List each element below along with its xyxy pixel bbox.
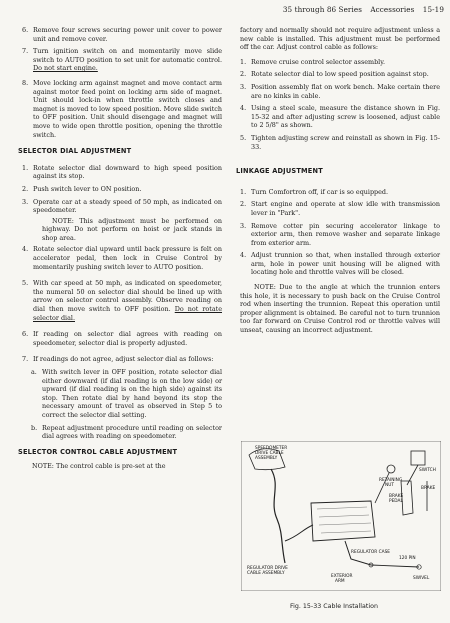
label-regulator-case: REGULATOR CASE [351, 550, 391, 555]
step-7-ignition: 7. Turn ignition switch on and momentarily move slide switch to AUTO position to set unit for automatic control. Do not start engine. [22, 47, 222, 73]
step-6-remove-cover: 6. Remove four screws securing power unit cover to power unit and remove cover. [22, 26, 222, 43]
linkage-step-4: 4. Adjust trunnion so that, when installed through exterior arm, hole in power unit housing will be aligned with locating hole and throttle valves will be closed. [240, 251, 440, 277]
step-8-locking-arm: 8. Move locking arm against magnet and move contact arm against motor feed point on locking arm side of magnet. Unit should lock-in when throttle switch closes and magnet is moved to low speed position. Move slide switch to OFF position. Unit should disengage and magnet will move to wide open throttle position, opening the throttle switch. [22, 78, 222, 139]
right-column [236, 26, 440, 339]
header-page-number: 15-19 [422, 5, 444, 14]
cable-step-4: 4. Using a steel scale, measure the distance shown in Fig. 15-32 and after adjusting screw is loosened, adjust cable to 2 5/8" as shown. [240, 104, 440, 130]
figure-caption: Fig. 15-33 Cable Installation [290, 603, 378, 610]
page-header [258, 5, 444, 14]
cable-step-3: 3. Position assembly flat on work bench. Make certain there are no kinks in cable. [240, 82, 440, 100]
label-nut: NUT [385, 483, 394, 488]
selector-step-1: 1. Rotate selector dial downward to high speed position against its stop. [22, 163, 222, 181]
selector-step-6: 6. If reading on selector dial agrees with reading on speedometer, selector dial is properly adjusted. [22, 330, 222, 347]
cable-step-1: 1. Remove cruise control selector assembly. [240, 57, 386, 66]
left-column [18, 26, 222, 475]
highway-note: NOTE: This adjustment must be performed on highway. Do not perform on hoist or jack stands in shop area. [42, 216, 222, 242]
label-cable-assembly: CABLE ASSEMBLY [247, 571, 285, 576]
cable-installation-figure [241, 441, 441, 591]
cable-note: NOTE: The control cable is pre-set at the [32, 462, 166, 471]
selector-step-2: 2. Push switch lever to ON position. [22, 184, 142, 193]
label-pin: 120 PIN [399, 556, 416, 561]
heading-selector-dial: SELECTOR DIAL ADJUSTMENT [18, 147, 132, 156]
label-arm: ARM [335, 579, 345, 584]
label-swivel: SWIVEL [413, 576, 430, 581]
label-brake-pedal-2: PEDAL [389, 499, 403, 504]
cable-intro: factory and normally should not require adjustment unless a new cable is installed. This adjustment must be performed off the car. Adjust control cable as follows: [240, 26, 440, 52]
linkage-step-2: 2. Start engine and operate at slow idle with transmission lever in "Park". [240, 200, 440, 217]
dial-warning-underlined: Do not rotate selector dial. [33, 305, 222, 322]
header-models: 35 through 86 Series [282, 5, 362, 14]
label-retaining: RETAINING [379, 478, 403, 483]
selector-step-5: 5. With car speed at 50 mph, as indicated on speedometer, the numeral 50 on selector dial should be lined up with arrow on selector control assembly. Observe reading on dial then move switch to OFF position. Do not rotate selector dial. [22, 279, 222, 322]
linkage-step-1: 1. Turn Comfortron off, if car is so equipped. [240, 187, 389, 196]
linkage-step-3: 3. Remove cotter pin securing accelerator linkage to exterior arm, then remove washer and separate linkage from exterior arm. [240, 221, 440, 247]
label-switch: SWITCH [419, 468, 436, 473]
trunnion-note: NOTE: Due to the angle at which the trunnion enters this hole, it is necessary to push back on the Cruise Control rod when inserting the trunnion. Repeat this operation until proper alignment is obtained. Be careful not to turn trunnion too far forward on Cruise Control rod or throttle valves will unseat, causing an incorrect adjustment. [240, 283, 440, 335]
cable-step-2: 2. Rotate selector dial to low speed position against stop. [240, 70, 429, 79]
label-regulator-drive: REGULATOR DRIVE [247, 566, 288, 571]
selector-step-3: 3. Operate car at a steady speed of 50 mph, as indicated on speedometer. [22, 197, 222, 215]
selector-step-4: 4. Rotate selector dial upward until back pressure is felt on accelerator pedal, then lock in Cruise Control by momentarily pushing switch lever to AUTO position. [22, 245, 222, 271]
cable-step-5: 5. Tighten adjusting screw and reinstall as shown in Fig. 15-33. [240, 133, 440, 151]
warning-underlined: Do not start engine. [33, 64, 98, 73]
label-exterior: EXTERIOR [331, 574, 353, 579]
label-drive-cable: DRIVE CABLE [255, 451, 284, 456]
label-brake: BRAKE [421, 486, 436, 491]
heading-cable-adjustment: SELECTOR CONTROL CABLE ADJUSTMENT [18, 447, 178, 456]
label-assembly: ASSEMBLY [255, 456, 278, 461]
label-speedometer: SPEEDOMETER [255, 446, 288, 451]
label-brake-pedal-1: BRAKE [389, 494, 404, 499]
selector-step-7b: b. Repeat adjustment procedure until reading on selector dial agrees with reading on speedometer. [31, 423, 222, 441]
heading-linkage: LINKAGE ADJUSTMENT [236, 167, 323, 176]
selector-step-7: 7. If readings do not agree, adjust selector dial as follows: [22, 355, 214, 364]
selector-step-7a: a. With switch lever in OFF position, rotate selector dial either downward (if dial reading is on the low side) or upward (if dial reading is on the high side) against its stop. Then rotate dial by hand beyond its stop the necessary amount of travel as observed in Step 5 to correct the selector dial setting. [31, 368, 222, 419]
header-section: Accessories [370, 5, 415, 14]
